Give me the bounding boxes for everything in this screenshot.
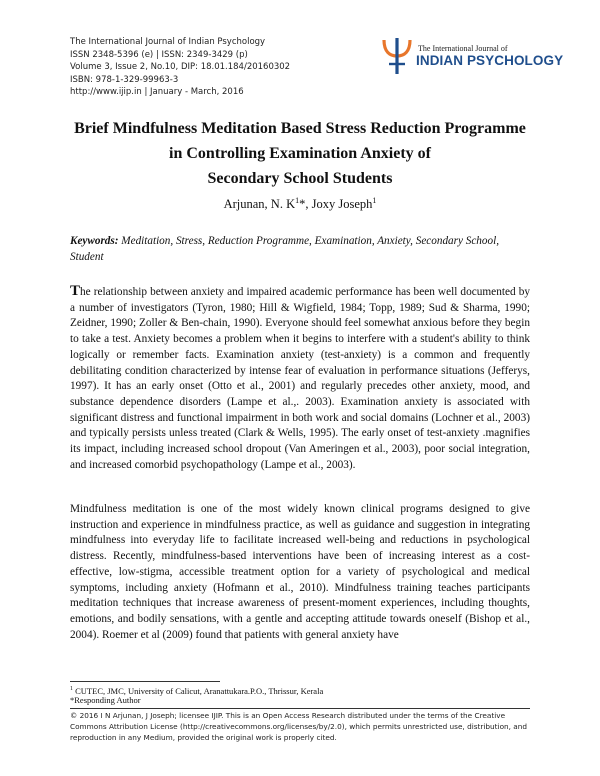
paragraph-1-text: he relationship between anxiety and impaired academic performance has been well documented by a number of investigators (Tyron, 1980; Hill & Wigfield, 1984; Topp, 1989; Sud & Sharma, 1990; Zeidner, 1990; Zoller & Ben-chain, 1990). Everyone should feel somewhat anxious before they begin to take a test. Anxiety becomes a problem when it begins to interfere with a student's ability to think logically or remember facts. Examination anxiety (test-anxiety) is a common and frequently debilitating condition characterized by intense fear of evaluation in performance situations (Jefferys, 1997). It has an early onset (Otto et al., 2001) and regularly precedes other anxiety, mood, and substance dependence disorders (Lampe et al.,. 2003). Examination anxiety is associated with significant distress and functional impairment in both work and social domains (Lochner et al., 2003) and typically persists unless treated (Clark & Wells, 1995). The early onset of test-anxiety .magnifies its impact, including increased school dropout (Van Ameringen et al., 2003), poor social integration, and increased comorbid psychopathology (Lampe et al., 2003).	[70, 286, 530, 471]
journal-name: The International Journal of Indian Psychology	[70, 37, 266, 47]
author-1-star: *,	[299, 197, 312, 212]
paper-title-line-3: Secondary School Students	[207, 170, 393, 187]
isbn-line: ISBN: 978-1-329-99963-3	[70, 74, 179, 85]
trident-logo-icon	[380, 36, 414, 76]
keywords-label: Keywords:	[70, 235, 119, 247]
journal-logo	[380, 36, 564, 76]
url-date-line: http://www.ijip.in | January - March, 2016	[70, 87, 244, 98]
author-1-affiliation: 1	[295, 196, 300, 205]
paper-title-line-1: Brief Mindfulness Meditation Based Stress Reduction Programme	[74, 120, 526, 137]
affiliation-footnote-marker: 1	[70, 686, 73, 692]
authors-line	[0, 196, 600, 212]
footnote-divider	[70, 681, 220, 682]
logo-small-text: The International Journal of	[418, 44, 508, 53]
author-2-affiliation: 1	[372, 196, 377, 205]
issn-line: ISSN 2348-5396 (e) | ISSN: 2349-3429 (p)	[70, 49, 248, 60]
author-2: Joxy Joseph	[311, 197, 373, 212]
responding-author-note: *Responding Author	[70, 695, 141, 705]
keywords	[70, 234, 532, 265]
dropcap: T	[70, 283, 81, 299]
license-divider	[70, 708, 530, 709]
keywords-text: Meditation, Stress, Reduction Programme, Examination, Anxiety, Secondary School, Student	[70, 235, 499, 263]
affiliation-footnote-text: CUTEC, JMC, University of Calicut, Aranattukara.P.O., Thrissur, Kerala	[73, 685, 324, 696]
logo-big-text: INDIAN PSYCHOLOGY	[416, 53, 564, 68]
license-text: © 2016 I N Arjunan, J Joseph; licensee IJIP. This is an Open Access Research distributed under the terms of the Creative Commons Attribution License (http://creativecommons.org/licenses/by/2.0), which permits unrestricted use, distribution, and reproduction in any Medium, provided the original work is properly cited.	[70, 711, 528, 742]
volume-line: Volume 3, Issue 2, No.10, DIP: 18.01.184/20160302	[70, 62, 291, 73]
author-1: Arjunan, N. K	[223, 197, 296, 212]
body-paragraph-1	[70, 284, 530, 473]
body-paragraph-2: Mindfulness meditation is one of the most widely known clinical programs designed to give instruction and experience in mindfulness practice, as well as guidance and suggestion in integrating mindfulness into everyday life to facilitate increased well-being and reductions in psychological distress. Recently, mindfulness-based interventions have been of increasing interest as a cost-effective, low-stigma, accessible treatment option for a variety of psychological and medical symptoms, including anxiety (Hofmann et al., 2010). Mindfulness training teaches participants meditation techniques that increase awareness of present-moment experiences, including thoughts, emotions, and bodily sensations, with a gentle and accepting attitude towards oneself (Bishop et al., 2004). Roemer et al (2009) found that patients with general anxiety have	[70, 503, 530, 641]
paper-title-line-2: in Controlling Examination Anxiety of	[169, 145, 431, 162]
